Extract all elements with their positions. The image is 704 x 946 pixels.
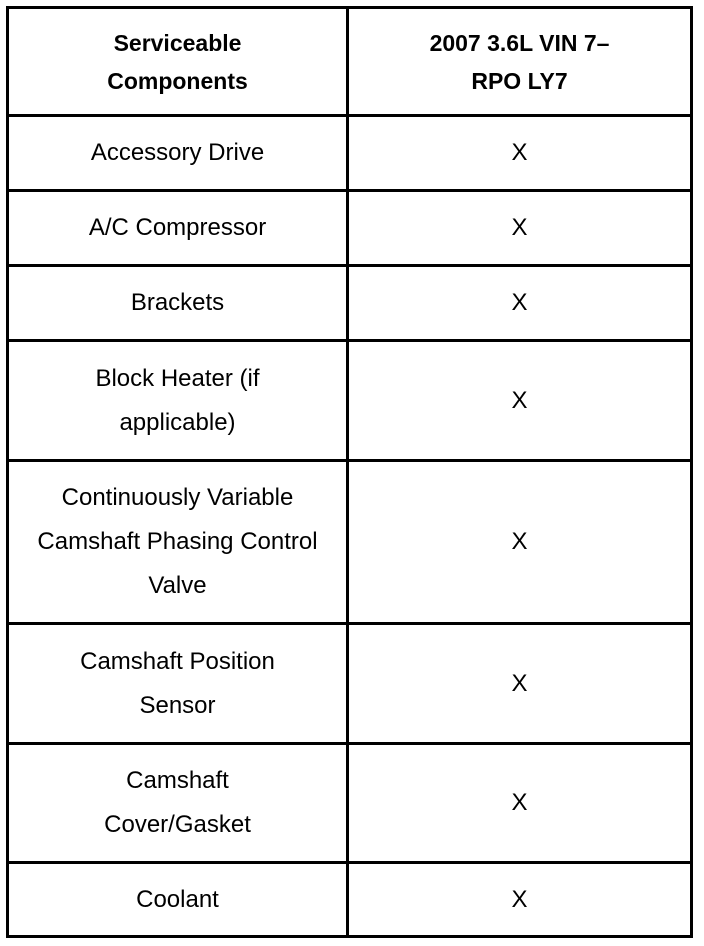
mark-cell: X: [348, 863, 692, 937]
header-vehicle-engine: 2007 3.6L VIN 7–RPO LY7: [348, 8, 692, 116]
table-row: [8, 624, 692, 744]
table-row: [8, 863, 692, 937]
table-row: [8, 341, 692, 461]
mark-cell: X: [348, 191, 692, 266]
mark-cell: X: [348, 266, 692, 341]
mark-cell: X: [348, 461, 692, 624]
table-row: [8, 191, 692, 266]
component-cell: Accessory Drive: [8, 116, 348, 191]
component-cell: A/C Compressor: [8, 191, 348, 266]
component-cell: Block Heater (if applicable): [8, 341, 348, 461]
serviceable-components-table: [6, 6, 693, 938]
component-cell: Coolant: [8, 863, 348, 937]
table-row: [8, 461, 692, 624]
header-row: [8, 8, 692, 116]
table-row: [8, 116, 692, 191]
table-row: [8, 744, 692, 863]
component-cell: Camshaft Position Sensor: [8, 624, 348, 744]
mark-cell: X: [348, 116, 692, 191]
component-cell: Camshaft Cover/Gasket: [8, 744, 348, 863]
component-cell: Continuously Variable Camshaft Phasing Control Valve: [8, 461, 348, 624]
mark-cell: X: [348, 744, 692, 863]
component-cell: Brackets: [8, 266, 348, 341]
mark-cell: X: [348, 341, 692, 461]
header-serviceable-components: Serviceable Components: [8, 8, 348, 116]
mark-cell: X: [348, 624, 692, 744]
table-row: [8, 266, 692, 341]
